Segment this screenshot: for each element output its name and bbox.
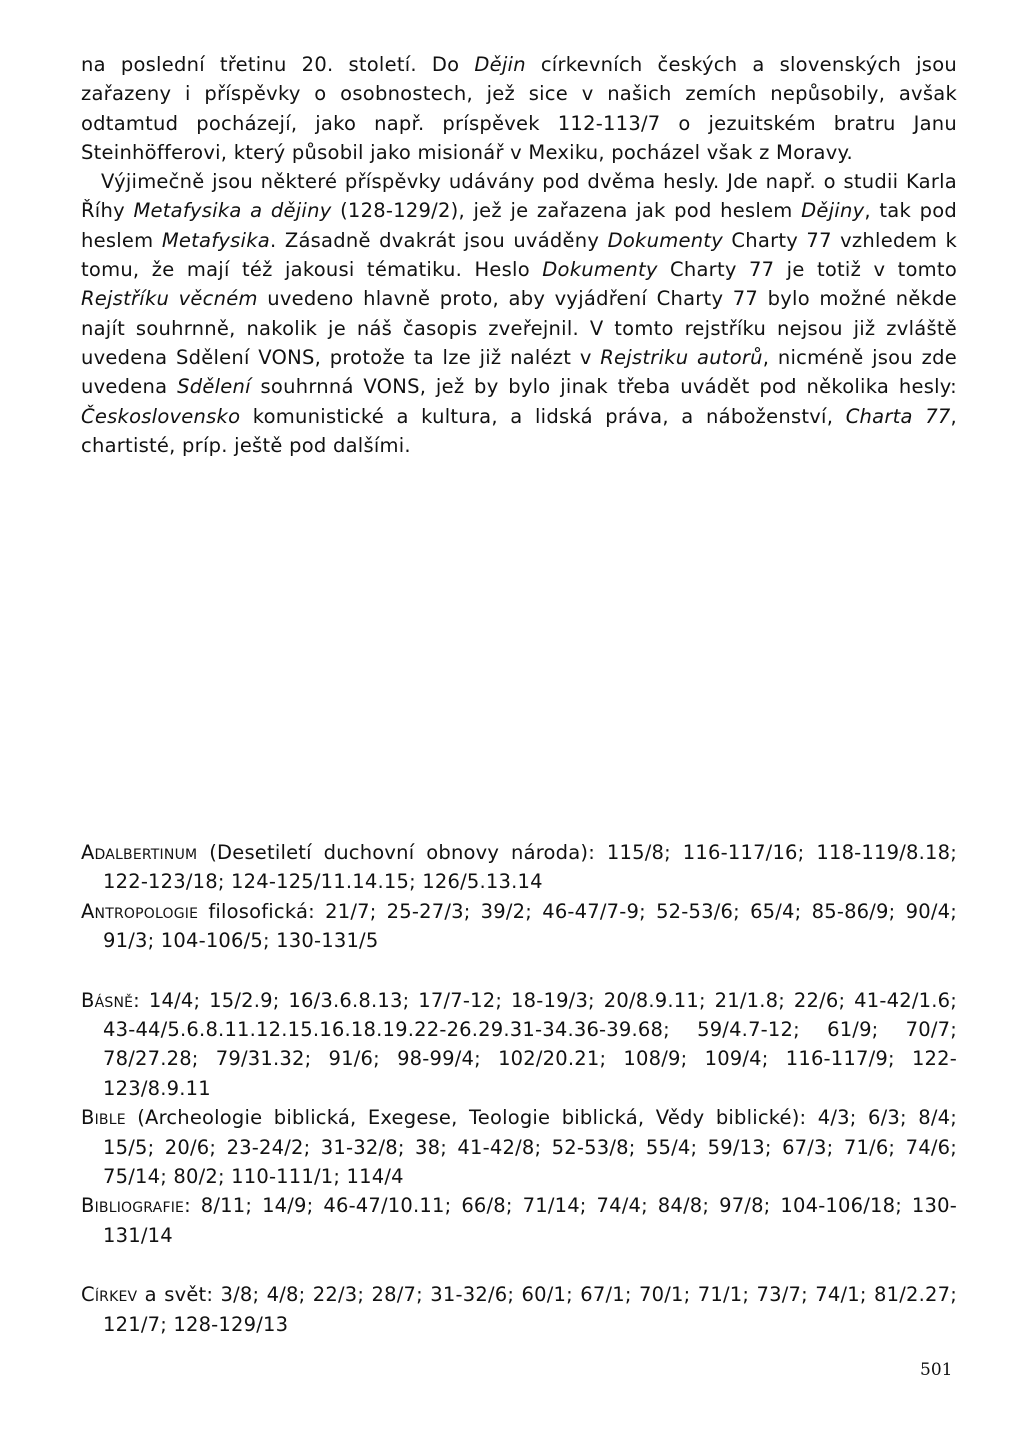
- italic-title: Dějiny: [801, 199, 865, 223]
- index-entry: [81, 1280, 957, 1339]
- text-run: uvedeno hlavně proto, aby vyjádření Charty 77 bylo možné někde najít souhrnně, nakolik je náš časopis zveřejnil. V tomto rejstříku nejsou již zvláště uvedena Sdělení VONS, protože ta lze již nalézt v: [81, 287, 957, 369]
- intro-paragraph: [81, 167, 957, 460]
- subject-index: [81, 838, 957, 1339]
- text-run: (128-129/2), jež je zařazena jak pod heslem: [331, 199, 802, 223]
- italic-title: Charta 77: [845, 404, 951, 428]
- index-entry: [81, 897, 957, 956]
- index-entry: [81, 986, 957, 1104]
- italic-title: Rejstriku autorů: [600, 345, 763, 369]
- italic-title: Dokumenty: [607, 228, 723, 252]
- text-run: komunistické a kultura, a lidská práva, a náboženství,: [240, 404, 846, 428]
- index-heading: Církev: [81, 1283, 138, 1307]
- index-heading: Adalbertinum: [81, 841, 198, 864]
- italic-title: Sdělení: [177, 375, 251, 399]
- intro-paragraph: [81, 50, 957, 167]
- italic-title: Metafysika: [161, 228, 270, 252]
- text-run: Výjimečně jsou některé příspěvky udávány pod dvěma hesly. Jde např. o studii Karla Říhy: [81, 170, 957, 223]
- text-run: Charty 77 je totiž v tomto: [657, 258, 958, 282]
- text-run: Charty 77 vzhledem k tomu, že mají též jakousi tématiku. Heslo: [81, 228, 958, 282]
- index-heading: Bible: [81, 1106, 126, 1130]
- text-run: , tak pod heslem: [81, 199, 958, 252]
- intro-text: [81, 50, 957, 460]
- index-heading: Antropologie: [81, 899, 199, 923]
- index-heading: Bibliografie: [81, 1194, 185, 1218]
- italic-title: Rejstříku věcném: [81, 287, 258, 311]
- index-references: (Archeologie biblická, Exegese, Teologie biblická, Vědy biblické): 4/3; 6/3; 8/4; 15/5; 20/6; 23-24/2; 31-32/8; 38; 41-42/8; 52-53/8; 55/4; 59/13; 67/3; 71/6; 74/6; 75/14; 80/2; 110-111/1; 114/4: [103, 1106, 957, 1189]
- index-references: a svět: 3/8; 4/8; 22/3; 28/7; 31-32/6; 60/1; 67/1; 70/1; 71/1; 73/7; 74/1; 81/2.27; 121/7; 128-129/13: [103, 1283, 957, 1336]
- index-references: : 14/4; 15/2.9; 16/3.6.8.13; 17/7-12; 18-19/3; 20/8.9.11; 21/1.8; 22/6; 41-42/1.6; 43-44/5.6.8.11.12.15.16.18.19.22-26.29.31-34.36-39.68; 59/4.7-12; 61/9; 70/7; 78/27.28; 79/31.32; 91/6; 98-99/4; 102/20.21; 108/9; 109/4; 116-117/9; 122-123/8.9.11: [103, 988, 957, 1100]
- text-run: na poslední třetinu 20. století. Do: [81, 53, 475, 76]
- index-entry: [81, 1191, 957, 1250]
- index-references: : 8/11; 14/9; 46-47/10.11; 66/8; 71/14; 74/4; 84/8; 97/8; 104-106/18; 130-131/14: [103, 1194, 957, 1247]
- text-run: , chartisté, príp. ještě pod dalšími.: [81, 404, 957, 457]
- italic-title: Metafysika a dějiny: [133, 199, 332, 223]
- italic-title: Československo: [81, 404, 241, 428]
- index-references: (Desetiletí duchovní obnovy národa): 115/8; 116-117/16; 118-119/8.18; 122-123/18; 124-125/11.14.15; 126/5.13.14: [103, 841, 957, 894]
- index-heading: Básně: [81, 988, 134, 1012]
- text-run: církevních českých a slovenských jsou zařazeny i příspěvky o osobnostech, jež sice v našich zemích nepůsobily, avšak odtamtud pocházejí, jako např. príspěvek 112-113/7 o jezuitském bratru Janu Steinhöfferovi, který působil jako misionář v Mexiku, pocházel však z Moravy.: [81, 53, 957, 164]
- index-entry: [81, 1103, 957, 1191]
- text-run: souhrnná VONS, jež by bylo jinak třeba uvádět pod několika hesly:: [250, 375, 957, 399]
- text-run: , nicméně jsou zde uvedena: [81, 345, 957, 399]
- index-references: filosofická: 21/7; 25-27/3; 39/2; 46-47/7-9; 52-53/6; 65/4; 85-86/9; 90/4; 91/3; 104-106/5; 130-131/5: [103, 899, 957, 953]
- page-number: 501: [920, 1360, 953, 1380]
- index-entry: [81, 838, 957, 897]
- italic-title: Dokumenty: [542, 258, 658, 282]
- italic-title: Dějin: [474, 53, 526, 76]
- text-run: . Zásadně dvakrát jsou uváděny: [269, 228, 608, 252]
